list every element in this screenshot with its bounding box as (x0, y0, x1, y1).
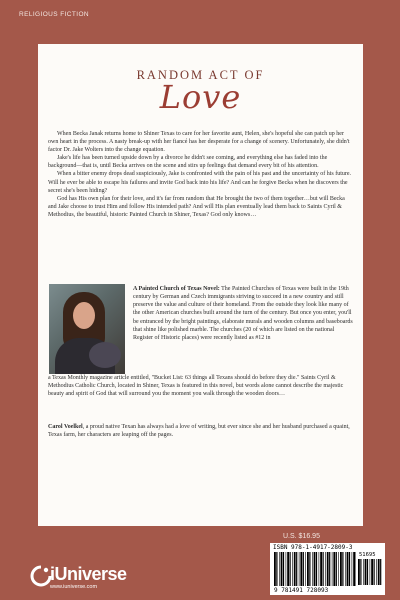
synopsis-paragraph: When Becka Janak returns home to Shiner Texas to care for her favorite aunt, Helen, she's hopeful she can patch up her own heart in the process. A nasty break-up with her fiancé has her desperate for a change of scenery. Unfortunately, she didn't factor Dr. Jake Wolters into the change equation. (48, 131, 350, 154)
addon-barcode-bars (358, 559, 382, 585)
author-bio (48, 423, 353, 439)
title-line-1: RANDOM ACT OF (136, 68, 265, 82)
genre-label: RELIGIOUS FICTION (19, 11, 90, 18)
painted-church-lead: A Painted Church of Texas Novel: (133, 286, 220, 292)
author-photo (49, 284, 125, 374)
synopsis-paragraph: When a bitter enemy drops dead suspiciously, Jake is confronted with the pain of his past and the uncertainty of his future. Will he ever be able to escape his failures and invite God back into his life? And can he forgive Becka when he discovers the secret she's been hiding? (48, 171, 352, 194)
synopsis-paragraph: Jake's life has been turned upside down by a divorce he didn't see coming, and everything else has faded into the background—that is, until Becka arrives on the scene and stirs up feelings that demand every bit of his attention. (48, 155, 328, 170)
painted-church-text: The Painted Churches of Texas were built in the 19th century by German and Czech immigrants striving to succeed in a new country and still preserve the value and culture of their homeland. From the outside they look like many of the other American churches built around the turn of the century. But once you enter, you'll be entranced by the bright paintings, elaborate murals and wooden columns and baseboards that shine like polished marble. The churches (20 of which are listed on the national Register of Historic places) were recently listed as #12 in (133, 286, 353, 341)
isbn-number: ISBN 978-1-4917-2809-3 (273, 544, 353, 551)
synopsis-paragraph: God has His own plan for their love, and it's far from random that He brought the two of them together…but will Becka and Jake choose to trust Him and follow His intended path? And will His plan eventually lead them back to Saints Cyril & Methodius, the beautiful, historic Painted Church in Shiner, Texas? God only knows… (48, 195, 345, 218)
isbn-barcode (270, 543, 385, 595)
back-cover-panel (38, 44, 363, 526)
author-bio-text: , a proud native Texan has always had a love of writing, but ever since she and her husband purchased a quaint, Texas farm, her characters are leaping off the pages. (48, 424, 350, 439)
iuniverse-swirl-icon (30, 565, 52, 587)
publisher-url: www.iuniverse.com (50, 584, 98, 590)
publisher-name: iUniverse (50, 564, 127, 584)
painted-church-continued: a Texas Monthly magazine article entitled, "Bucket List: 63 things all Texans should do before they die." Saints Cyril & Methodius Catholic Church, located in Shiner, Texas is featured in this novel, but words alone cannot describe the majestic beauty and spirit of God that will surround you the moment you walk through the wooden doors… (48, 375, 344, 398)
publisher-logo (30, 564, 127, 597)
painted-church-paragraph (133, 285, 353, 342)
title-line-2: Love (159, 78, 242, 116)
price-label: U.S. $16.95 (283, 533, 320, 540)
barcode-bars (274, 552, 356, 586)
ean-number: 9 781491 728093 (274, 587, 329, 594)
price-addon-code: 51695 (359, 552, 376, 558)
author-name: Carol Voelkel (48, 424, 83, 430)
synopsis (48, 130, 353, 219)
